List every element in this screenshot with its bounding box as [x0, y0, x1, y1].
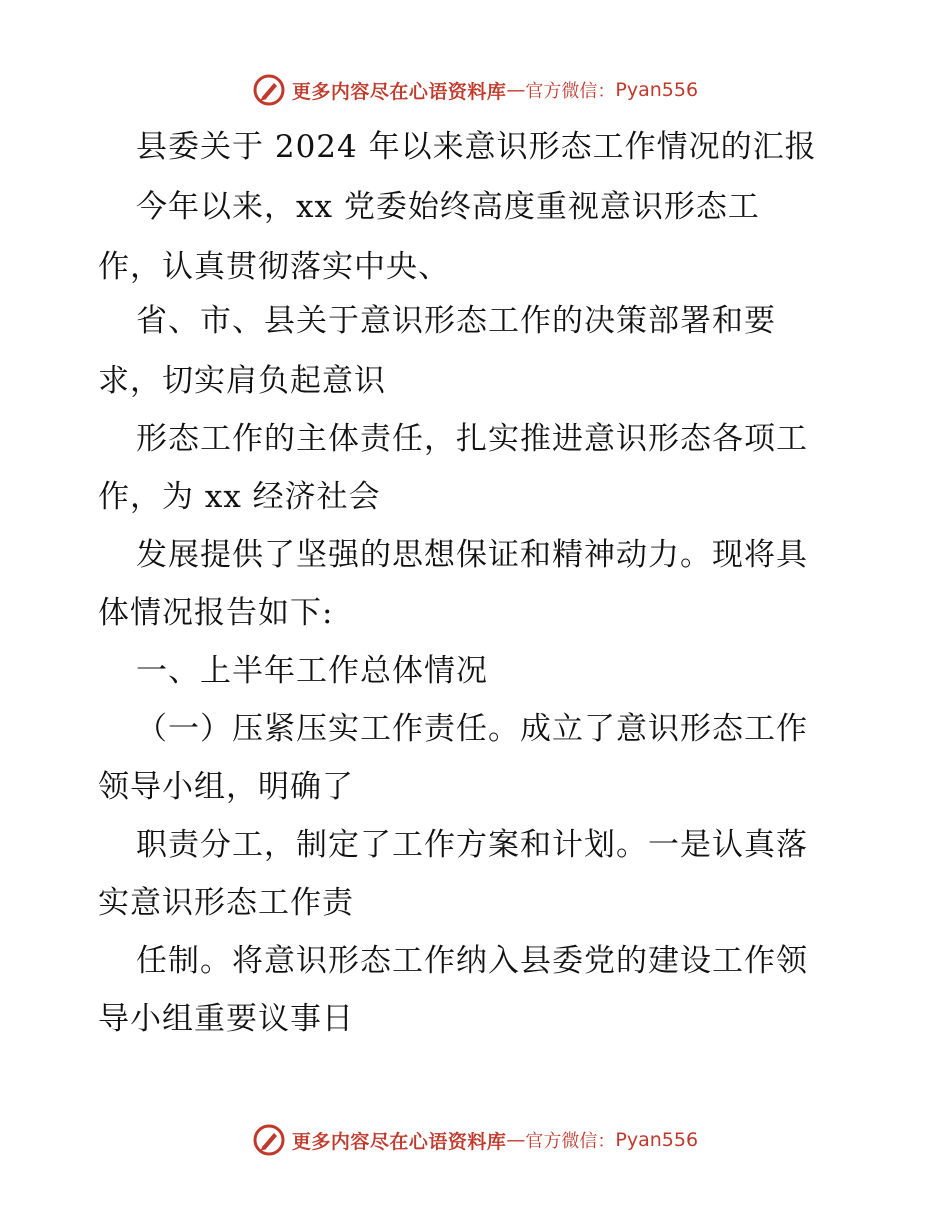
- paragraph-line: 领导小组，明确了: [98, 769, 354, 805]
- paragraph-line: 发展提供了坚强的思想保证和精神动力。现将具: [136, 537, 808, 573]
- banner-separator: —: [506, 79, 526, 101]
- document-title: 县委关于 2024 年以来意识形态工作情况的汇报: [136, 129, 817, 165]
- paragraph-line: 实意识形态工作责: [98, 885, 354, 921]
- paragraph-line: 任制。将意识形态工作纳入县委党的建设工作领: [136, 943, 808, 979]
- paragraph-line: 导小组重要议事日: [98, 1001, 354, 1037]
- banner-wechat-id: Pyan556: [615, 1129, 699, 1151]
- paragraph-line: 作，为 xx 经济社会: [98, 479, 381, 515]
- pen-nib-logo-icon: [252, 1123, 286, 1157]
- banner-main-text: 更多内容尽在心语资料库: [291, 1130, 507, 1153]
- footer-banner: [0, 1120, 950, 1160]
- paragraph-line: 形态工作的主体责任，扎实推进意识形态各项工: [136, 421, 808, 457]
- paragraph-line: 体情况报告如下:: [98, 595, 334, 631]
- paragraph-line: 求，切实肩负起意识: [98, 363, 386, 399]
- header-banner: [0, 70, 950, 110]
- banner-wechat-id: Pyan556: [615, 79, 699, 101]
- paragraph-line: 职责分工，制定了工作方案和计划。一是认真落: [136, 827, 808, 863]
- paragraph-line: （一）压紧压实工作责任。成立了意识形态工作: [136, 711, 808, 747]
- pen-nib-logo-icon: [252, 73, 286, 107]
- paragraph-line: 今年以来，xx 党委始终高度重视意识形态工: [136, 189, 760, 225]
- banner-separator: —: [506, 1129, 526, 1151]
- section-heading: 一、上半年工作总体情况: [136, 653, 488, 689]
- banner-main-text: 更多内容尽在心语资料库: [291, 80, 507, 103]
- paragraph-line: 省、市、县关于意识形态工作的决策部署和要: [136, 303, 776, 339]
- banner-side-text: 官方微信：: [525, 81, 616, 102]
- paragraph-line: 作，认真贯彻落实中央、: [98, 249, 450, 285]
- banner-side-text: 官方微信：: [525, 1131, 616, 1152]
